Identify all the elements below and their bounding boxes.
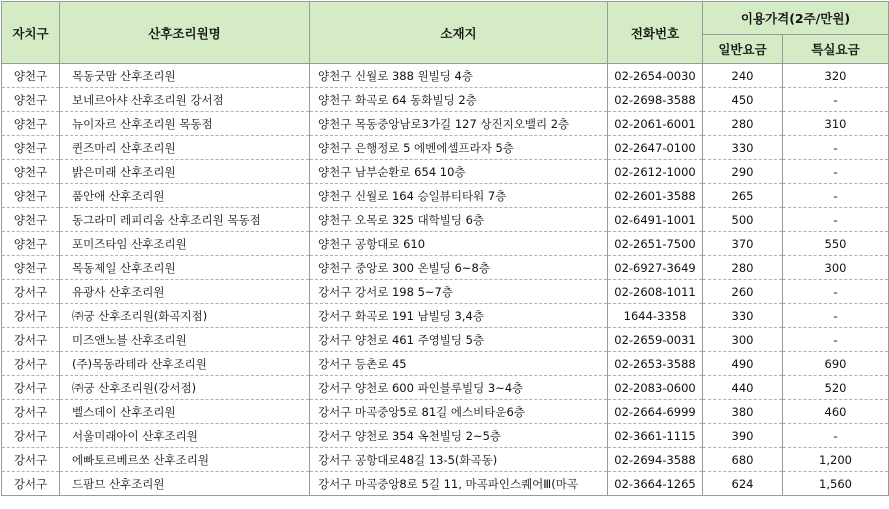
cell-general-price: 240 <box>703 64 783 88</box>
cell-name: 에빠토르베르쏘 산후조리원 <box>60 448 310 472</box>
cell-general-price: 280 <box>703 256 783 280</box>
cell-address: 강서구 마곡중앙5로 81길 에스비타운6층 <box>310 400 608 424</box>
header-price-group: 이용가격(2주/만원) <box>703 2 889 35</box>
cell-address: 양천구 공항대로 610 <box>310 232 608 256</box>
cell-district: 강서구 <box>2 328 60 352</box>
cell-name: ㈜궁 산후조리원(강서점) <box>60 376 310 400</box>
table-row <box>2 280 889 304</box>
table-row <box>2 256 889 280</box>
table-row <box>2 88 889 112</box>
header-general-price: 일반요금 <box>703 35 783 64</box>
cell-address: 강서구 마곡중앙8로 5길 11, 마곡파인스퀘어Ⅲ(마곡 <box>310 472 608 496</box>
cell-district: 양천구 <box>2 64 60 88</box>
cell-phone: 02-2608-1011 <box>608 280 703 304</box>
table-row <box>2 208 889 232</box>
table-row <box>2 400 889 424</box>
cell-district: 강서구 <box>2 448 60 472</box>
cell-special-price: - <box>783 184 889 208</box>
header-district: 자치구 <box>2 2 60 64</box>
cell-special-price: 1,200 <box>783 448 889 472</box>
cell-special-price: 320 <box>783 64 889 88</box>
cell-general-price: 280 <box>703 112 783 136</box>
cell-general-price: 440 <box>703 376 783 400</box>
cell-special-price: - <box>783 160 889 184</box>
cell-special-price: - <box>783 136 889 160</box>
cell-address: 양천구 은행정로 5 에벤에셀프라자 5층 <box>310 136 608 160</box>
cell-phone: 02-2653-3588 <box>608 352 703 376</box>
cell-phone: 02-2061-6001 <box>608 112 703 136</box>
cell-phone: 02-2654-0030 <box>608 64 703 88</box>
cell-address: 양천구 신월로 164 승일뷰티타워 7층 <box>310 184 608 208</box>
table-row <box>2 304 889 328</box>
cell-general-price: 370 <box>703 232 783 256</box>
table-row <box>2 328 889 352</box>
table-row <box>2 352 889 376</box>
header-name: 산후조리원명 <box>60 2 310 64</box>
cell-general-price: 330 <box>703 136 783 160</box>
cell-address: 강서구 등촌로 45 <box>310 352 608 376</box>
cell-address: 양천구 화곡로 64 동화빌딩 2층 <box>310 88 608 112</box>
cell-general-price: 390 <box>703 424 783 448</box>
cell-name: 미즈앤노블 산후조리원 <box>60 328 310 352</box>
cell-special-price: - <box>783 280 889 304</box>
cell-district: 양천구 <box>2 256 60 280</box>
cell-address: 양천구 목동중앙남로3가길 127 상진지오밸리 2층 <box>310 112 608 136</box>
cell-district: 양천구 <box>2 88 60 112</box>
cell-district: 강서구 <box>2 424 60 448</box>
cell-phone: 02-2659-0031 <box>608 328 703 352</box>
cell-special-price: 300 <box>783 256 889 280</box>
table-row <box>2 232 889 256</box>
cell-general-price: 624 <box>703 472 783 496</box>
cell-phone: 02-2651-7500 <box>608 232 703 256</box>
cell-address: 강서구 양천로 354 옥천빌딩 2~5층 <box>310 424 608 448</box>
cell-special-price: 460 <box>783 400 889 424</box>
cell-general-price: 300 <box>703 328 783 352</box>
cell-phone: 02-3661-1115 <box>608 424 703 448</box>
cell-name: 동그라미 레피리움 산후조리원 목동점 <box>60 208 310 232</box>
cell-name: 유광사 산후조리원 <box>60 280 310 304</box>
cell-district: 양천구 <box>2 232 60 256</box>
cell-name: 벨스데이 산후조리원 <box>60 400 310 424</box>
cell-address: 강서구 양천로 600 파인블루빌딩 3~4층 <box>310 376 608 400</box>
cell-district: 양천구 <box>2 160 60 184</box>
cell-special-price: 520 <box>783 376 889 400</box>
postpartum-care-table <box>1 1 889 496</box>
cell-general-price: 680 <box>703 448 783 472</box>
header-special-price: 특실요금 <box>783 35 889 64</box>
cell-phone: 02-2083-0600 <box>608 376 703 400</box>
cell-special-price: - <box>783 208 889 232</box>
cell-special-price: 550 <box>783 232 889 256</box>
cell-name: 드팜므 산후조리원 <box>60 472 310 496</box>
cell-address: 양천구 중앙로 300 온빌딩 6~8층 <box>310 256 608 280</box>
cell-name: 밝은미래 산후조리원 <box>60 160 310 184</box>
cell-phone: 02-6491-1001 <box>608 208 703 232</box>
cell-name: 서울미래아이 산후조리원 <box>60 424 310 448</box>
cell-special-price: 310 <box>783 112 889 136</box>
cell-address: 양천구 신월로 388 원빌딩 4층 <box>310 64 608 88</box>
cell-phone: 02-3664-1265 <box>608 472 703 496</box>
cell-special-price: - <box>783 88 889 112</box>
cell-address: 양천구 남부순환로 654 10층 <box>310 160 608 184</box>
table-row <box>2 472 889 496</box>
cell-name: 퀸즈마리 산후조리원 <box>60 136 310 160</box>
cell-address: 강서구 강서로 198 5~7층 <box>310 280 608 304</box>
cell-district: 강서구 <box>2 400 60 424</box>
table-row <box>2 184 889 208</box>
header-address: 소재지 <box>310 2 608 64</box>
cell-general-price: 330 <box>703 304 783 328</box>
cell-special-price: - <box>783 328 889 352</box>
table-row <box>2 160 889 184</box>
cell-name: 보네르아샤 산후조리원 강서점 <box>60 88 310 112</box>
cell-general-price: 490 <box>703 352 783 376</box>
cell-general-price: 290 <box>703 160 783 184</box>
cell-special-price: 1,560 <box>783 472 889 496</box>
cell-district: 강서구 <box>2 376 60 400</box>
cell-name: ㈜궁 산후조리원(화곡지점) <box>60 304 310 328</box>
cell-phone: 02-6927-3649 <box>608 256 703 280</box>
cell-address: 강서구 양천로 461 주영빌딩 5층 <box>310 328 608 352</box>
cell-district: 강서구 <box>2 472 60 496</box>
cell-general-price: 450 <box>703 88 783 112</box>
cell-general-price: 500 <box>703 208 783 232</box>
cell-address: 강서구 화곡로 191 남빌딩 3,4층 <box>310 304 608 328</box>
cell-special-price: 690 <box>783 352 889 376</box>
cell-district: 강서구 <box>2 280 60 304</box>
cell-phone: 02-2698-3588 <box>608 88 703 112</box>
cell-district: 양천구 <box>2 208 60 232</box>
cell-name: 목동제일 산후조리원 <box>60 256 310 280</box>
cell-name: (주)목동라테라 산후조리원 <box>60 352 310 376</box>
table-row <box>2 136 889 160</box>
cell-address: 강서구 공항대로48길 13-5(화곡동) <box>310 448 608 472</box>
cell-general-price: 380 <box>703 400 783 424</box>
cell-phone: 02-2647-0100 <box>608 136 703 160</box>
table-row <box>2 424 889 448</box>
table-row <box>2 64 889 88</box>
cell-general-price: 260 <box>703 280 783 304</box>
cell-address: 양천구 오목로 325 대학빌딩 6층 <box>310 208 608 232</box>
cell-district: 양천구 <box>2 184 60 208</box>
cell-special-price: - <box>783 304 889 328</box>
table-row <box>2 376 889 400</box>
cell-special-price: - <box>783 424 889 448</box>
cell-phone: 02-2664-6999 <box>608 400 703 424</box>
cell-district: 강서구 <box>2 304 60 328</box>
cell-phone: 1644-3358 <box>608 304 703 328</box>
cell-phone: 02-2612-1000 <box>608 160 703 184</box>
cell-name: 목동굿맘 산후조리원 <box>60 64 310 88</box>
cell-district: 양천구 <box>2 112 60 136</box>
cell-district: 강서구 <box>2 352 60 376</box>
table-row <box>2 112 889 136</box>
cell-name: 품안애 산후조리원 <box>60 184 310 208</box>
table-row <box>2 448 889 472</box>
cell-phone: 02-2601-3588 <box>608 184 703 208</box>
cell-phone: 02-2694-3588 <box>608 448 703 472</box>
cell-name: 뉴이자르 산후조리원 목동점 <box>60 112 310 136</box>
cell-general-price: 265 <box>703 184 783 208</box>
cell-district: 양천구 <box>2 136 60 160</box>
header-phone: 전화번호 <box>608 2 703 64</box>
cell-name: 포미즈타임 산후조리원 <box>60 232 310 256</box>
